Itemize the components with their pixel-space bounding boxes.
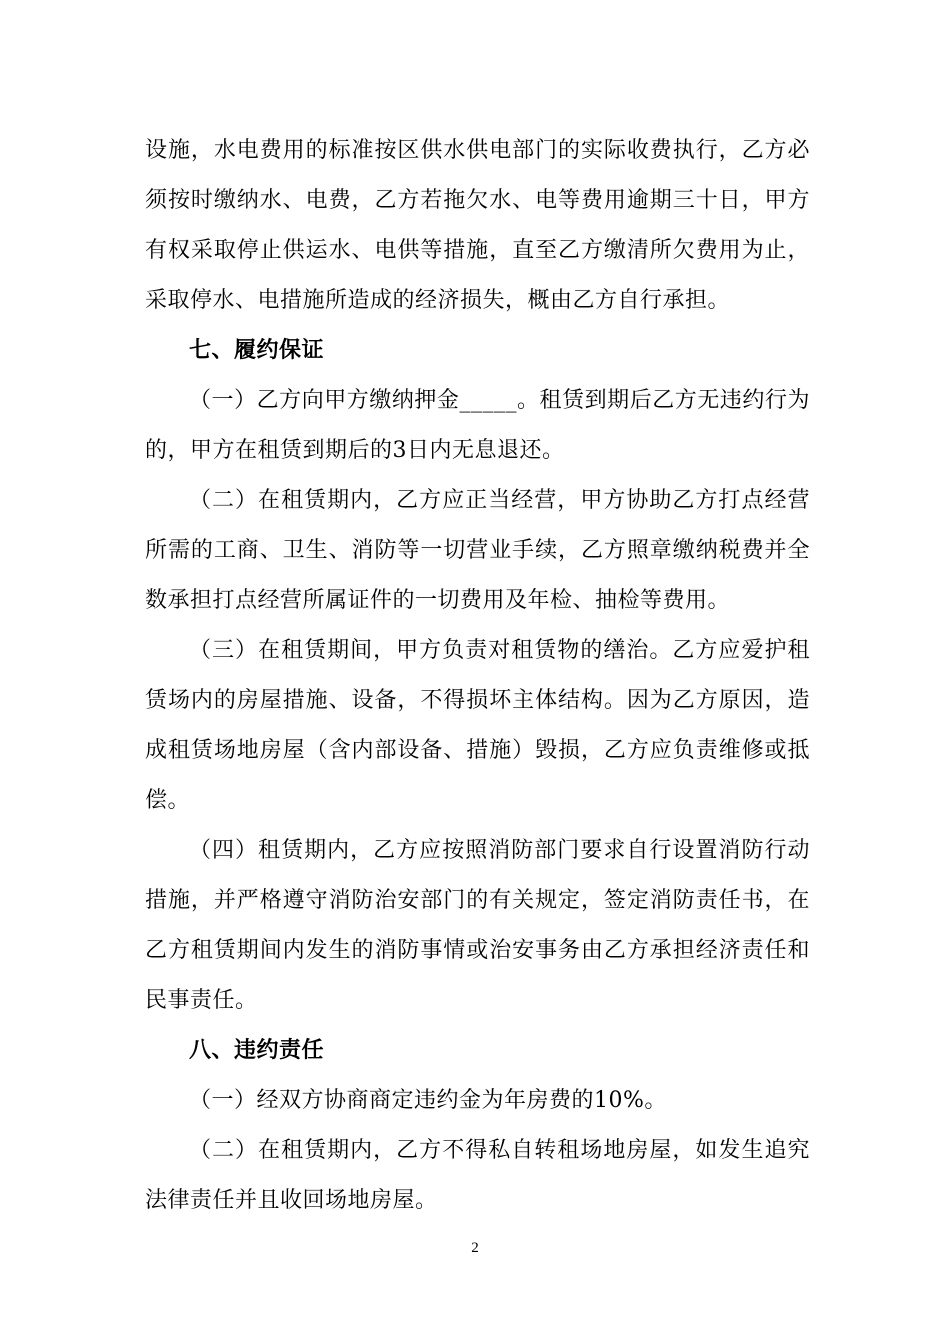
paragraph-7-2: （二）在租赁期内，乙方应正当经营，甲方协助乙方打点经营所需的工商、卫生、消防等一切营业手续，乙方照章缴纳税费并全数承担打点经营所属证件的一切费用及年检、抽检等费用。 — [145, 488, 810, 613]
section-heading-7: 七、履约保证 — [189, 338, 325, 363]
paragraph-8-2: （二）在租赁期内，乙方不得私自转租场地房屋，如发生追究法律责任并且收回场地房屋。 — [145, 1138, 810, 1213]
section-heading-8: 八、违约责任 — [189, 1038, 325, 1063]
paragraph-8-1: （一）经双方协商商定违约金为年房费的10%。 — [189, 1088, 667, 1113]
paragraph-7-3: （三）在租赁期间，甲方负责对租赁物的缮治。乙方应爱护租赁场内的房屋措施、设备，不得损坏主体结构。因为乙方原因，造成租赁场地房屋（含内部设备、措施）毁损，乙方应负责维修或抵偿。 — [145, 638, 810, 813]
paragraph-7-4: （四）租赁期内，乙方应按照消防部门要求自行设置消防行动措施，并严格遵守消防治安部门的有关规定，签定消防责任书，在乙方租赁期间内发生的消防事情或治安事务由乙方承担经济责任和民事责任。 — [145, 838, 810, 1013]
page-number: 2 — [471, 1240, 479, 1256]
paragraph-7-1: （一）乙方向甲方缴纳押金_____。租赁到期后乙方无违约行为的，甲方在租赁到期后的3日内无息退还。 — [145, 388, 810, 463]
paragraph-continuation: 设施，水电费用的标准按区供水供电部门的实际收费执行，乙方必须按时缴纳水、电费，乙方若拖欠水、电等费用逾期三十日，甲方有权采取停止供运水、电供等措施，直至乙方缴清所欠费用为止，采取停水、电措施所造成的经济损失，概由乙方自行承担。 — [145, 138, 810, 313]
document-page — [145, 126, 810, 1226]
